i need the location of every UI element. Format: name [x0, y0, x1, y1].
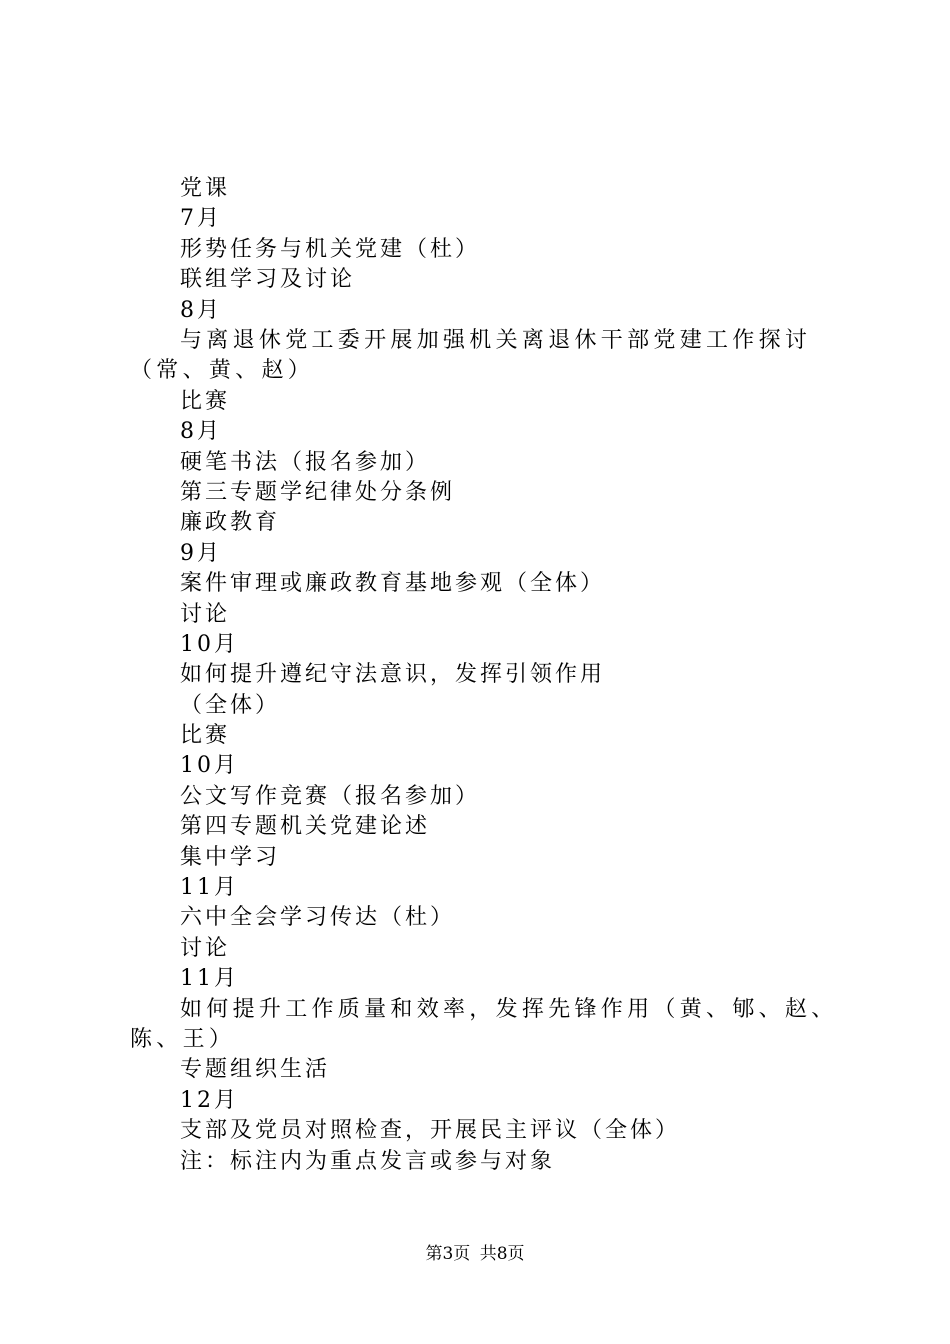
text-line: 讨论: [180, 601, 231, 627]
text-line: 7月: [180, 206, 222, 232]
page-footer: [0, 1243, 950, 1265]
text-line: 第四专题机关党建论述: [180, 814, 431, 840]
text-line: 8月: [180, 297, 222, 323]
text-line: 8月: [180, 419, 222, 445]
text-line: 公文写作竞赛（报名参加）: [180, 783, 481, 809]
text-line: 11月: [180, 875, 239, 901]
text-line: 如何提升遵纪守法意识，发挥引领作用: [180, 662, 606, 688]
document-body: [130, 174, 840, 1177]
text-line: 硬笔书法（报名参加）: [180, 449, 431, 475]
text-line: 第三专题学纪律处分条例: [180, 479, 456, 505]
page-total: 共8页: [479, 1244, 525, 1264]
text-line: 比赛: [180, 388, 231, 414]
text-line: 廉政教育: [180, 510, 281, 536]
text-paragraph: 与离退休党工委开展加强机关离退休干部党建工作探讨（常、黄、赵）: [130, 327, 812, 384]
text-line: 10月: [180, 631, 239, 657]
text-line: 9月: [180, 540, 222, 566]
page-number: 第3页: [425, 1244, 471, 1264]
text-line: 案件审理或廉政教育基地参观（全体）: [180, 571, 606, 597]
text-line: 集中学习: [180, 844, 281, 870]
text-line: 11月: [180, 966, 239, 992]
text-line: 讨论: [180, 935, 231, 961]
text-line: （全体）: [180, 692, 281, 718]
text-line: 支部及党员对照检查，开展民主评议（全体）: [180, 1118, 681, 1144]
text-line: 联组学习及讨论: [180, 267, 356, 293]
text-line: 10月: [180, 753, 239, 779]
text-line: 党课: [180, 176, 231, 201]
text-paragraph: 如何提升工作质量和效率，发挥先锋作用（黄、郇、赵、陈、王）: [130, 996, 838, 1052]
text-line: 形势任务与机关党建（杜）: [180, 236, 481, 262]
text-line: 专题组织生活: [180, 1057, 331, 1083]
text-line: 12月: [180, 1087, 239, 1113]
text-line: 比赛: [180, 723, 231, 749]
text-line: 注：标注内为重点发言或参与对象: [180, 1148, 556, 1174]
text-line: 六中全会学习传达（杜）: [180, 905, 456, 931]
